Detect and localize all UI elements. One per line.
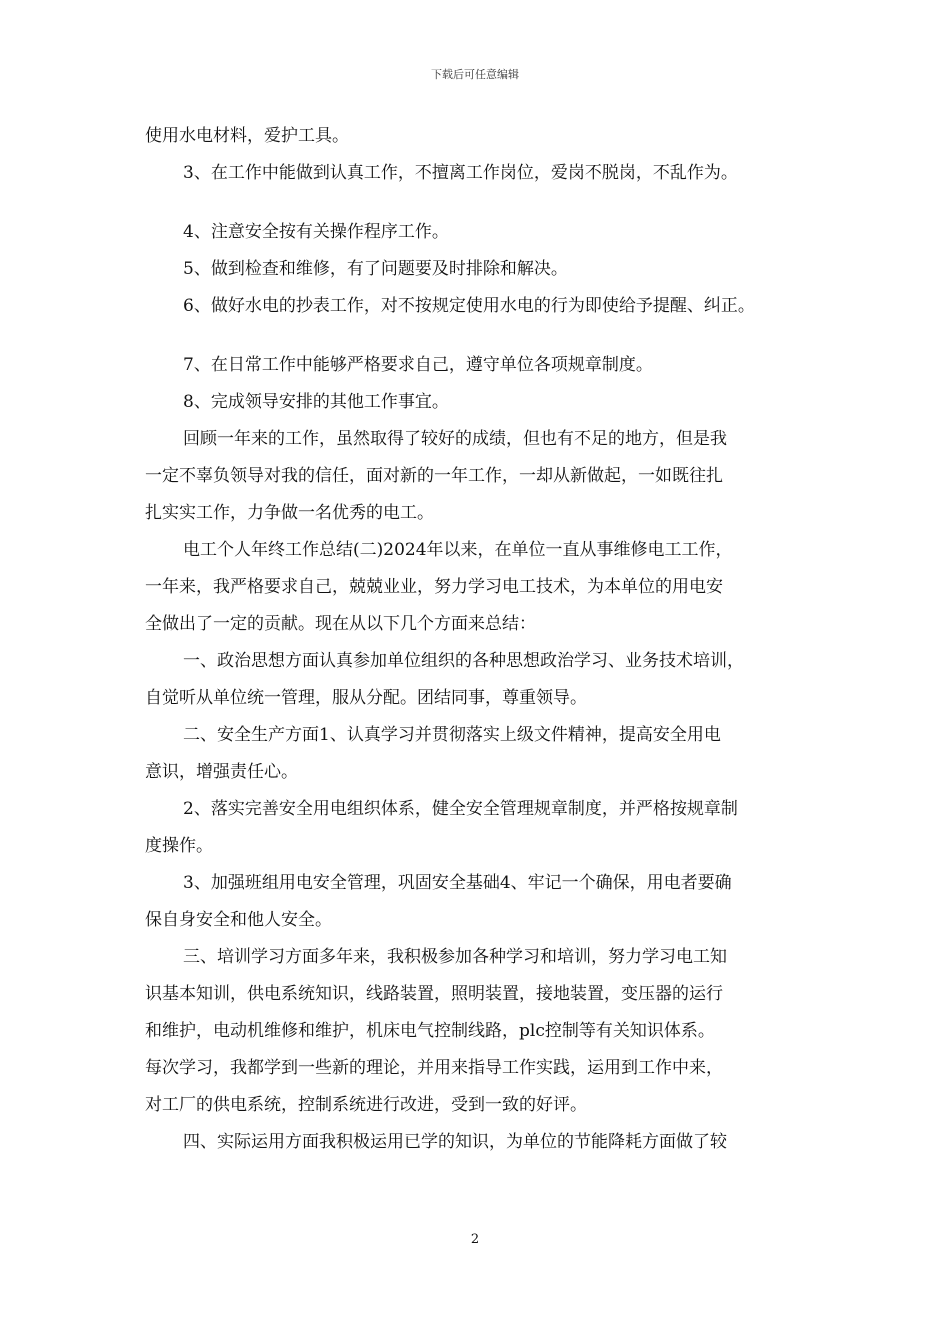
paragraph-line: 一、政治思想方面认真参加单位组织的各种思想政治学习、业务技术培训， — [183, 651, 744, 671]
paragraph-line: 四、实际运用方面我积极运用已学的知识，为单位的节能降耗方面做了较 — [183, 1132, 727, 1152]
paragraph-line: 扎实实工作，力争做一名优秀的电工。 — [145, 503, 434, 523]
paragraph — [145, 1124, 825, 1161]
paragraph-line: 电工个人年终工作总结(二)2024年以来，在单位一直从事维修电工工作， — [183, 540, 733, 560]
paragraph — [145, 421, 825, 532]
paragraph-spacer — [145, 192, 825, 214]
paragraph — [145, 865, 825, 939]
paragraph-line: 3、在工作中能做到认真工作，不擅离工作岗位，爱岗不脱岗，不乱作为。 — [183, 163, 738, 183]
paragraph — [145, 118, 825, 155]
document-body — [145, 118, 825, 1161]
paragraph-line: 度操作。 — [145, 836, 213, 856]
paragraph — [145, 939, 825, 1124]
paragraph-line: 二、安全生产方面1、认真学习并贯彻落实上级文件精神，提高安全用电 — [183, 725, 721, 745]
paragraph-line: 识基本知训，供电系统知识，线路装置，照明装置，接地装置，变压器的运行 — [145, 984, 723, 1004]
paragraph — [145, 251, 825, 288]
paragraph — [145, 532, 825, 643]
paragraph — [145, 717, 825, 791]
paragraph-line: 对工厂的供电系统，控制系统进行改进，受到一致的好评。 — [145, 1095, 587, 1115]
paragraph-spacer — [145, 325, 825, 347]
paragraph — [145, 791, 825, 865]
paragraph-line: 和维护，电动机维修和维护，机床电气控制线路，plc控制等有关知识体系。 — [145, 1021, 715, 1041]
paragraph-line: 一定不辜负领导对我的信任，面对新的一年工作，一却从新做起，一如既往扎 — [145, 466, 723, 486]
paragraph-line: 6、做好水电的抄表工作，对不按规定使用水电的行为即使给予提醒、纠正。 — [183, 296, 755, 316]
paragraph-line: 7、在日常工作中能够严格要求自己，遵守单位各项规章制度。 — [183, 355, 653, 375]
paragraph — [145, 155, 825, 192]
paragraph — [145, 214, 825, 251]
paragraph-line: 自觉听从单位统一管理，服从分配。团结同事，尊重领导。 — [145, 688, 587, 708]
paragraph — [145, 288, 825, 325]
paragraph-line: 保自身安全和他人安全。 — [145, 910, 332, 930]
paragraph-line: 三、培训学习方面多年来，我积极参加各种学习和培训，努力学习电工知 — [183, 947, 727, 967]
paragraph-line: 回顾一年来的工作，虽然取得了较好的成绩，但也有不足的地方，但是我 — [183, 429, 727, 449]
paragraph — [145, 384, 825, 421]
paragraph-line: 使用水电材料，爱护工具。 — [145, 126, 349, 146]
paragraph-line: 5、做到检查和维修，有了问题要及时排除和解决。 — [183, 259, 568, 279]
paragraph-line: 4、注意安全按有关操作程序工作。 — [183, 222, 449, 242]
paragraph-line: 一年来，我严格要求自己，兢兢业业，努力学习电工技术，为本单位的用电安 — [145, 577, 723, 597]
paragraph-line: 3、加强班组用电安全管理，巩固安全基础4、牢记一个确保，用电者要确 — [183, 873, 732, 893]
page-header: 下载后可任意编辑 — [431, 68, 519, 81]
paragraph — [145, 347, 825, 384]
paragraph-line: 8、完成领导安排的其他工作事宜。 — [183, 392, 449, 412]
paragraph-line: 每次学习，我都学到一些新的理论，并用来指导工作实践，运用到工作中来， — [145, 1058, 723, 1078]
paragraph-line: 意识，增强责任心。 — [145, 762, 298, 782]
page-number: 2 — [470, 1232, 480, 1247]
paragraph-line: 2、落实完善安全用电组织体系，健全安全管理规章制度，并严格按规章制 — [183, 799, 738, 819]
paragraph — [145, 643, 825, 717]
paragraph-line: 全做出了一定的贡献。现在从以下几个方面来总结： — [145, 614, 536, 634]
